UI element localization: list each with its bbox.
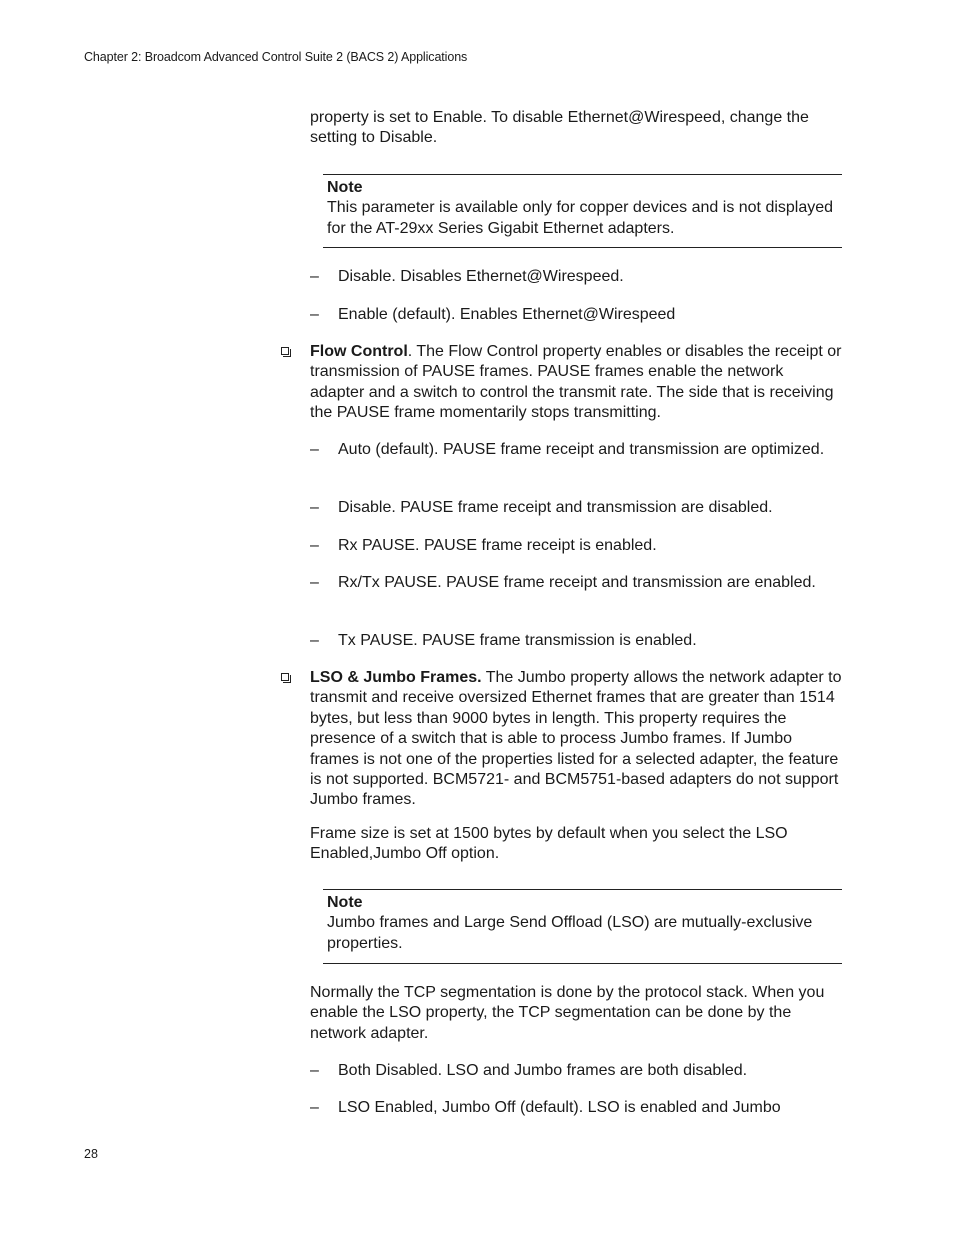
list-item	[310, 536, 842, 556]
bullet-flow-control	[280, 342, 842, 424]
note-title: Note	[327, 894, 363, 911]
checkbox-bullet-icon	[281, 347, 289, 355]
list-item	[310, 440, 842, 460]
bullet-text	[310, 668, 842, 811]
term-description: . The Flow Control property enables or disables the receipt or transmission of PAUSE frames. PAUSE frames enable the network adapter and a switch to control the transmit rate. The side that is receiving the PAUSE frame momentarily stops transmitting.	[310, 343, 842, 422]
note-text: Jumbo frames and Large Send Offload (LSO) are mutually-exclusive properties.	[327, 914, 813, 952]
note-box-copper	[323, 174, 842, 248]
frame-size-paragraph: Frame size is set at 1500 bytes by default when you select the LSO Enabled,Jumbo Off option.	[310, 825, 788, 863]
list-item	[310, 573, 842, 593]
list-item-text: Rx PAUSE. PAUSE frame receipt is enabled.	[338, 537, 657, 554]
list-item	[310, 631, 842, 651]
checkbox-bullet-icon	[281, 673, 289, 681]
list-item-text: Tx PAUSE. PAUSE frame transmission is enabled.	[338, 632, 697, 649]
note-box-jumbo	[323, 889, 842, 964]
term-description: The Jumbo property allows the network adapter to transmit and receive oversized Ethernet frames that are greater than 1514 bytes, but less than 9000 bytes in length. This property requires the presence of a switch that is able to process Jumbo frames. If Jumbo frames is not one of the properties listed for a selected adapter, the feature is not supported. BCM5721- and BCM5751-based adapters do not support Jumbo frames.	[310, 669, 842, 809]
list-item	[310, 1098, 842, 1118]
term-lso-jumbo: LSO & Jumbo Frames.	[310, 669, 482, 686]
list-item	[310, 305, 842, 325]
list-item-text: LSO Enabled, Jumbo Off (default). LSO is enabled and Jumbo	[338, 1099, 781, 1116]
term-flow-control: Flow Control	[310, 343, 408, 360]
note-text: This parameter is available only for copper devices and is not displayed for the AT-29xx Series Gigabit Ethernet adapters.	[327, 199, 834, 237]
dash-marker: –	[310, 306, 319, 323]
list-item	[310, 267, 842, 287]
list-item-text: Disable. PAUSE frame receipt and transmission are disabled.	[338, 499, 773, 516]
list-item-text: Both Disabled. LSO and Jumbo frames are both disabled.	[338, 1062, 748, 1079]
dash-marker: –	[310, 632, 319, 649]
list-item	[310, 1061, 842, 1081]
dash-marker: –	[310, 537, 319, 554]
list-item-text: Rx/Tx PAUSE. PAUSE frame receipt and transmission are enabled.	[338, 574, 816, 591]
list-item	[310, 498, 842, 518]
list-item-text: Disable. Disables Ethernet@Wirespeed.	[338, 268, 624, 285]
dash-marker: –	[310, 574, 319, 591]
dash-marker: –	[310, 441, 319, 458]
dash-marker: –	[310, 1099, 319, 1116]
list-item-text: Auto (default). PAUSE frame receipt and transmission are optimized.	[338, 441, 825, 458]
tcp-paragraph: Normally the TCP segmentation is done by the protocol stack. When you enable the LSO property, the TCP segmentation can be done by the network adapter.	[310, 984, 825, 1042]
page-header: Chapter 2: Broadcom Advanced Control Suite 2 (BACS 2) Applications	[84, 50, 468, 64]
note-title: Note	[327, 179, 363, 196]
bullet-text	[310, 342, 842, 424]
bullet-lso-jumbo	[280, 668, 842, 811]
dash-marker: –	[310, 499, 319, 516]
list-item-text: Enable (default). Enables Ethernet@Wirespeed	[338, 306, 676, 323]
intro-paragraph: property is set to Enable. To disable Ethernet@Wirespeed, change the setting to Disable.	[310, 109, 809, 147]
dash-marker: –	[310, 268, 319, 285]
page-number: 28	[84, 1147, 98, 1161]
dash-marker: –	[310, 1062, 319, 1079]
